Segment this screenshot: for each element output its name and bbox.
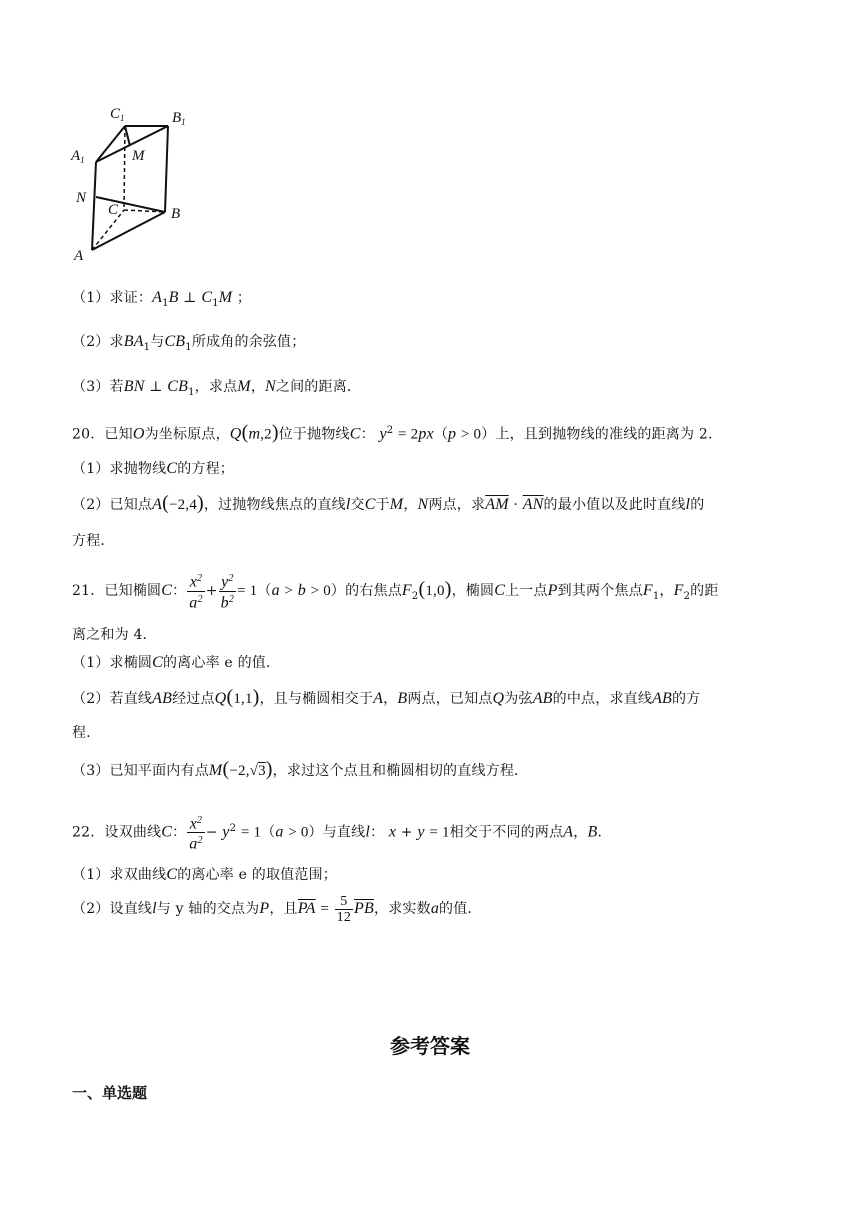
label-n: N bbox=[76, 190, 87, 206]
svg-text:C1 bbox=[110, 106, 125, 123]
svg-text:A1 bbox=[70, 148, 85, 165]
label-b1: B bbox=[172, 110, 182, 126]
label-sub: 1 bbox=[120, 113, 125, 123]
label-sub: 1 bbox=[80, 155, 85, 165]
q20-stem: 20．已知O为坐标原点，Q(m,2)位于抛物线C： $y^2 = 2px(p > 0)$上，且到抛物线的准线的距离为 2． bbox=[72, 421, 723, 444]
q19-part2: （2）求$BA_1$与$CB_1$所成角的余弦值； bbox=[72, 333, 306, 353]
svg-text:B1 bbox=[172, 110, 186, 127]
label-sub: 1 bbox=[181, 117, 186, 127]
label-c1: C bbox=[110, 106, 121, 122]
q21-stem-cont: 离之和为 4． bbox=[72, 627, 157, 643]
q21-part3: （3）已知平面内有点M(−2,√3)，求过这个点且和椭圆相切的直线方程． bbox=[72, 758, 529, 780]
section-heading: 一、单选题 bbox=[72, 1084, 148, 1102]
label-c: C bbox=[108, 202, 119, 218]
label-m: M bbox=[132, 148, 145, 164]
answer-title: 参考答案 bbox=[390, 1034, 470, 1058]
q22-stem: 22．设双曲线C： $\frac{x^2}{a^2}$ − $y^2 = 1(a > 0)$与直线l： x + y = 1相交于不同的两点A，B． bbox=[72, 814, 612, 853]
prism-figure bbox=[68, 98, 190, 266]
label-b: B bbox=[171, 206, 181, 222]
q20-part2: （2）已知点A(−2,4)，过抛物线焦点的直线l交C于M，N两点，求$\overline{AM} \cdot \overline{AN}$的最小值以及此时直线l的 bbox=[72, 492, 705, 514]
q21-part2: （2）若直线AB经过点Q(1,1)，且与椭圆相交于A，B两点，已知点Q为弦AB的中点，求直线AB的方 bbox=[72, 686, 701, 708]
q19-part1: （1）求证：$A_1B$ ⊥ $C_1M$ ； bbox=[72, 289, 252, 309]
q20-part2-cont: 方程． bbox=[72, 533, 115, 549]
label-a1: A bbox=[71, 148, 81, 164]
q21-part2-cont: 程． bbox=[72, 725, 101, 741]
q22-part1: （1）求双曲线C的离心率 e 的取值范围； bbox=[72, 866, 337, 883]
q20-part1: （1）求抛物线C的方程； bbox=[72, 460, 234, 477]
q22-part2: （2）设直线l与 y 轴的交点为P，且$\overline{PA}$ = $\frac{5}{12}$ $\overline{PB}$，求实数a的值． bbox=[72, 893, 482, 925]
q21-stem: 21．已知椭圆C： $\frac{x^2}{a^2}$ + $\frac{y^2}{b^2}$ = 1（a > b > 0）的右焦点$F_2(1,0)$，椭圆C上一点P到其两个焦点$F_1$，$F_2$的距 bbox=[72, 572, 719, 612]
q21-part1: （1）求椭圆C的离心率 e 的值． bbox=[72, 654, 281, 671]
label-a: A bbox=[74, 248, 84, 264]
q19-part3: （3）若BN ⊥ $CB_1$，求点M，N之间的距离． bbox=[72, 378, 362, 398]
